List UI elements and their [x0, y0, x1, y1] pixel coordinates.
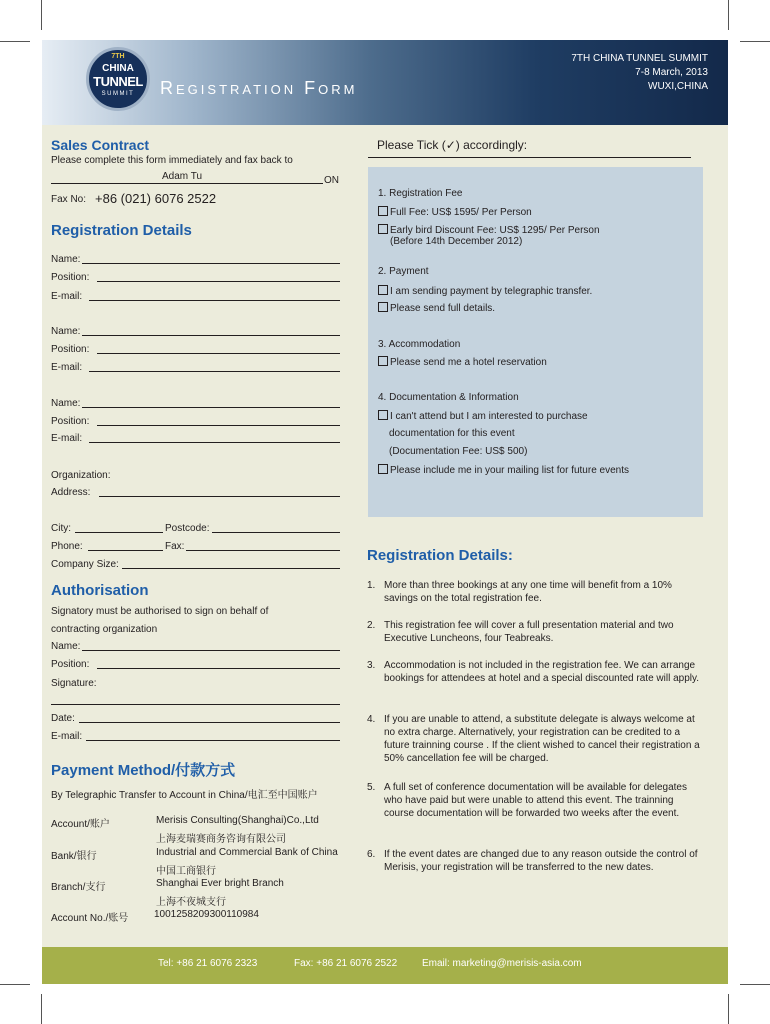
payment-intro: By Telegraphic Transfer to Account in China/电汇至中国账户 — [51, 790, 318, 801]
registration-fee-heading: 1. Registration Fee — [378, 188, 463, 199]
position-label: Position: — [51, 344, 90, 355]
sales-contract-instruction: Please complete this form immediately and fax back to — [51, 155, 293, 166]
bank-value: Industrial and Commercial Bank of China — [156, 847, 338, 858]
payment-option-2[interactable] — [378, 302, 495, 314]
signatory-email-field[interactable] — [86, 740, 340, 741]
authorisation-heading: Authorisation — [51, 582, 149, 599]
send-details-label: Please send full details. — [390, 303, 496, 314]
early-fee-option[interactable] — [378, 224, 600, 236]
date-field[interactable] — [79, 722, 340, 723]
note-text: If you are unable to attend, a substitute delegate is always welcome at no extra charge. Alternatively, your registration can be credited to a future trainning course . If the client wished to cancel their registration a 50% cancellation fee will be charged. — [384, 714, 700, 764]
branch-value-cn: 上海不夜城支行 — [156, 897, 226, 908]
delegate1-position-field[interactable] — [97, 281, 340, 282]
crop-mark — [740, 41, 770, 42]
logo-text: 7TH — [111, 53, 125, 60]
sales-contract-heading: Sales Contract — [51, 137, 150, 153]
note-number: 3. — [367, 660, 376, 671]
position-label: Position: — [51, 272, 90, 283]
note-text: Accommodation is not included in the registration fee. We can arrange bookings for attendees at hotel and a special discounted rate will apply. — [384, 660, 700, 684]
send-details-checkbox[interactable] — [378, 302, 388, 312]
logo-text: TUNNEL — [93, 74, 143, 89]
organization-label: Organization: — [51, 470, 111, 481]
accommodation-option[interactable] — [378, 356, 547, 368]
registration-form-page — [42, 40, 728, 984]
early-fee-note: (Before 14th December 2012) — [390, 236, 523, 247]
registration-details-heading: Registration Details — [51, 222, 192, 239]
accommodation-heading: 3. Accommodation — [378, 339, 461, 350]
on-label: ON — [324, 175, 339, 186]
phone-field[interactable] — [88, 550, 163, 551]
email-label: E-mail: — [51, 291, 83, 302]
signatory-name-field[interactable] — [82, 650, 340, 651]
event-location: WUXI,CHINA — [648, 81, 708, 92]
delegate2-name-field[interactable] — [82, 335, 340, 336]
crop-mark — [0, 984, 30, 985]
postcode-label: Postcode: — [165, 523, 210, 534]
signature-label: Signature: — [51, 678, 97, 689]
email-label: E-mail: — [51, 731, 83, 742]
address-label: Address: — [51, 487, 91, 498]
fax-label: Fax No: — [51, 194, 87, 205]
signatory-position-field[interactable] — [97, 668, 340, 669]
note-number: 2. — [367, 620, 376, 631]
tick-instruction — [377, 138, 527, 152]
form-title: Registration Form — [160, 78, 358, 98]
phone-label: Phone: — [51, 541, 83, 552]
event-info — [448, 52, 708, 94]
note-text: If the event dates are changed due to any reason outside the control of Merisis, your registration will be transferred to the new dates. — [384, 849, 698, 873]
branch-value: Shanghai Ever bright Branch — [156, 878, 284, 889]
crop-mark — [728, 0, 729, 30]
company-size-label: Company Size: — [51, 559, 119, 570]
city-field[interactable] — [75, 532, 163, 533]
tick-instruction-text: Please Tick ( — [377, 138, 446, 152]
name-label: Name: — [51, 254, 81, 265]
registration-notes-heading: Registration Details: — [367, 547, 513, 564]
purchase-documentation-label: I can't attend but I am interested to purchase — [390, 411, 588, 422]
documentation-option-2[interactable] — [378, 464, 629, 476]
mailing-list-label: Please include me in your mailing list for future events — [390, 465, 630, 476]
payment-option-1[interactable] — [378, 285, 592, 297]
full-fee-label: Full Fee: US$ 1595/ Per Person — [390, 207, 532, 218]
full-fee-checkbox[interactable] — [378, 206, 388, 216]
bank-value-cn: 中国工商银行 — [156, 866, 216, 877]
payment-option-heading: 2. Payment — [378, 266, 429, 277]
delegate3-name-field[interactable] — [82, 407, 340, 408]
payment-method-heading: Payment Method/付款方式 — [51, 762, 236, 779]
footer-tel: Tel: +86 21 6076 2323 — [158, 958, 258, 969]
documentation-option-1[interactable] — [378, 410, 588, 422]
postcode-field[interactable] — [212, 532, 340, 533]
telegraphic-transfer-checkbox[interactable] — [378, 285, 388, 295]
note-text: A full set of conference documentation will be available for delegates who have paid but were unable to attend this event. The trainning course documentation will be forwarded two weeks after the event. — [384, 782, 687, 819]
crop-mark — [41, 0, 42, 30]
name-label: Name: — [51, 326, 81, 337]
fax-field[interactable] — [186, 550, 340, 551]
account-no-label: Account No./账号 — [51, 913, 129, 924]
date-label: Date: — [51, 713, 75, 724]
delegate3-email-field[interactable] — [89, 442, 340, 443]
signature-field[interactable] — [51, 704, 340, 705]
delegate2-position-field[interactable] — [97, 353, 340, 354]
company-size-field[interactable] — [122, 568, 340, 569]
note-number: 4. — [367, 714, 376, 725]
crop-mark — [41, 994, 42, 1024]
crop-mark — [740, 984, 770, 985]
authorisation-text: Signatory must be authorised to sign on behalf of — [51, 606, 269, 617]
account-value: Merisis Consulting(Shanghai)Co.,Ltd — [156, 815, 319, 826]
tick-mark-icon: ✓ — [445, 138, 456, 152]
delegate1-email-field[interactable] — [89, 300, 340, 301]
mailing-list-checkbox[interactable] — [378, 464, 388, 474]
email-label: E-mail: — [51, 362, 83, 373]
contact-line — [51, 183, 323, 184]
logo-text: CHINA — [102, 63, 134, 74]
hotel-reservation-label: Please send me a hotel reservation — [390, 357, 547, 368]
contact-name: Adam Tu — [162, 171, 203, 182]
note-text: More than three bookings at any one time will benefit from a 10% savings on the total registration fee. — [384, 580, 672, 604]
note-number: 5. — [367, 782, 376, 793]
position-label: Position: — [51, 416, 90, 427]
tick-divider — [368, 157, 691, 158]
full-fee-option[interactable] — [378, 206, 532, 218]
summit-logo — [86, 47, 150, 111]
address-field[interactable] — [99, 496, 340, 497]
city-label: City: — [51, 523, 71, 534]
documentation-fee: (Documentation Fee: US$ 500) — [389, 446, 528, 457]
note-text: This registration fee will cover a full presentation material and two Executive Luncheons, four Teabreaks. — [384, 620, 674, 644]
account-no-value: 1001258209300110984 — [154, 909, 259, 920]
authorisation-text: contracting organization — [51, 624, 158, 635]
note-number: 6. — [367, 849, 376, 860]
purchase-documentation-checkbox[interactable] — [378, 410, 388, 420]
event-name: 7TH CHINA TUNNEL SUMMIT — [571, 53, 708, 64]
telegraphic-transfer-label: I am sending payment by telegraphic transfer. — [390, 286, 593, 297]
note-number: 1. — [367, 580, 376, 591]
footer-email[interactable]: Email: marketing@merisis-asia.com — [422, 958, 582, 969]
fax-label: Fax: — [165, 541, 185, 552]
branch-label: Branch/支行 — [51, 882, 106, 893]
tick-instruction-text: ) accordingly: — [455, 138, 528, 152]
name-label: Name: — [51, 641, 81, 652]
name-label: Name: — [51, 398, 81, 409]
footer-fax: Fax: +86 21 6076 2522 — [294, 958, 398, 969]
email-label: E-mail: — [51, 433, 83, 444]
fax-number: +86 (021) 6076 2522 — [95, 191, 217, 206]
account-label: Account/账户 — [51, 819, 110, 830]
early-fee-label: Early bird Discount Fee: US$ 1295/ Per Person — [390, 225, 600, 236]
delegate2-email-field[interactable] — [89, 371, 340, 372]
bank-label: Bank/银行 — [51, 851, 97, 862]
logo-text: SUMMIT — [101, 91, 135, 97]
delegate1-name-field[interactable] — [82, 263, 340, 264]
early-fee-checkbox[interactable] — [378, 224, 388, 234]
footer-bar — [42, 947, 728, 984]
hotel-reservation-checkbox[interactable] — [378, 356, 388, 366]
position-label: Position: — [51, 659, 90, 670]
documentation-heading: 4. Documentation & Information — [378, 392, 519, 403]
account-value-cn: 上海麦瑞赛商务咨询有限公司 — [156, 834, 286, 845]
crop-mark — [0, 41, 30, 42]
delegate3-position-field[interactable] — [97, 425, 340, 426]
event-date: 7-8 March, 2013 — [635, 67, 708, 78]
header-banner — [42, 40, 728, 125]
crop-mark — [728, 994, 729, 1024]
documentation-option-1-line2: documentation for this event — [389, 428, 515, 439]
